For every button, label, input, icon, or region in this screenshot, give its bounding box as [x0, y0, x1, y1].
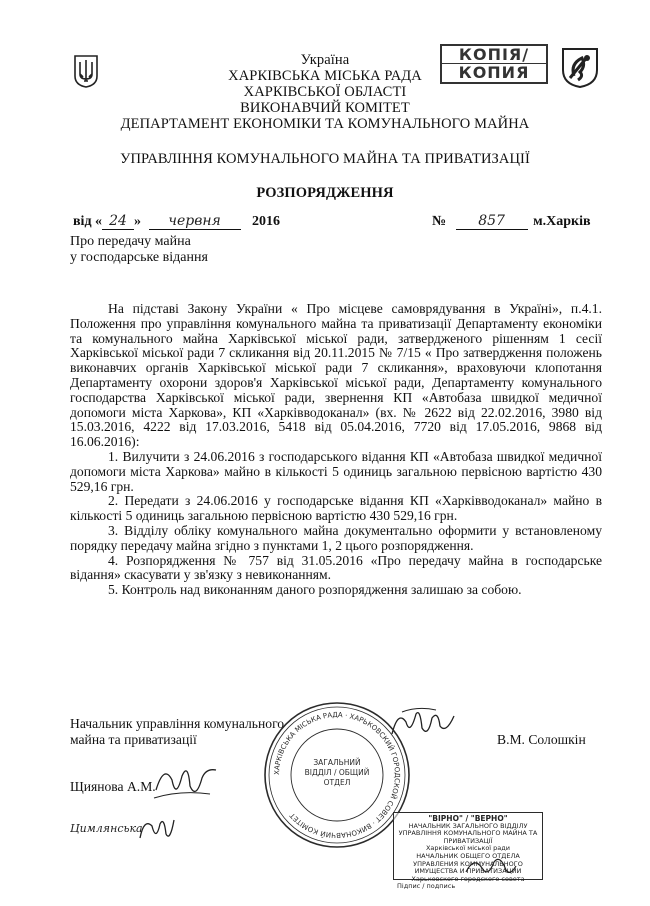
directorate-name: УПРАВЛІННЯ КОМУНАЛЬНОГО МАЙНА ТА ПРИВАТИЗАЦІЇ [120, 151, 530, 167]
prepared-signature-icon [150, 760, 220, 806]
council-name: ХАРКІВСЬКА МІСЬКА РАДА [228, 68, 422, 84]
signatory-title: Начальник управління комунального майна та приватизації [70, 716, 285, 747]
number-line: № 857 м.Харків [432, 213, 591, 229]
executor-signature-icon [136, 812, 176, 846]
paragraph-3: 3. Відділу обліку комунального майна документально оформити у встановленому порядку передачу майна згідно з пунктами 1, 2 цього розпорядження. [70, 522, 602, 553]
paragraph-1: 1. Вилучити з 24.06.2016 з господарського відання КП «Автобаза швидкої медичної допомоги міста Харкова» майно в кількості 5 одиниць загальною первісною вартістю 430 529,16 грн. [70, 448, 602, 494]
signatory-name: В.М. Солошкін [497, 732, 586, 747]
round-stamp-inner-text: ЗАГАЛЬНИЙ ВІДДІЛ / ОБЩИЙ ОТДЕЛ [304, 758, 370, 787]
round-stamp [262, 700, 412, 850]
paragraph-preamble: На підставі Закону України « Про місцеве самоврядування в Україні», п.4.1. Положення про управління комунального майна та приватизації Департаменту економіки та комунального майна Харківської міської ради, затвердженого рішенням 1 сесії Харківської міської ради 7 скликання від 20.11.2015 № 7/15 « Про затвердження положень виконавчих органів Харківської міської ради 7 скликання», враховуючи клопотання Департаменту охорони здоров'я Харківської міської ради, Департаменту комунального господарства Харківської міської ради, звернення КП «Автобаза швидкої медичної допомоги міста Харкова», КП «Харківводоканал» (вх. № 2622 від 22.02.2016, 3980 від 15.03.2016, 4222 від 17.03.2016, 5418 від 05.04.2016, 7720 від 17.05.2016, 9868 від 16.06.2016): [70, 301, 602, 450]
paragraph-5: 5. Контроль над виконанням даного розпорядження залишаю за собою. [108, 582, 522, 598]
committee-name: ВИКОНАВЧИЙ КОМІТЕТ [240, 100, 410, 116]
region-name: ХАРКІВСЬКОЇ ОБЛАСТІ [243, 84, 407, 100]
true-copy-stamp: "ВІРНО" / "ВЕРНО" НАЧАЛЬНИК ЗАГАЛЬНОГО ВІДДІЛУ УПРАВЛІННЯ КОМУНАЛЬНОГО МАЙНА ТА ПРИВАТИЗАЦІЇ Харківської міської ради НАЧАЛЬНИК ОБЩЕГО ОТДЕЛА УПРАВЛЕНИЯ КОММУНАЛЬНОГО ИМУЩЕСТВА И ПРИВАТИЗАЦИИ Харьковского городского совета Підпис / подпись [393, 812, 543, 880]
department-name: ДЕПАРТАМЕНТ ЕКОНОМІКИ ТА КОМУНАЛЬНОГО МАЙНА [120, 116, 530, 132]
date-day: 24 [102, 213, 134, 230]
country-name: Україна [300, 52, 350, 68]
date-line: від « 24 » червня 2016 [73, 213, 281, 229]
document-type: РОЗПОРЯДЖЕННЯ [256, 185, 394, 201]
round-stamp-ring-text: ХАРКІВСЬКА МІСЬКА РАДА · ХАРЬКОВСКИЙ ГОРОДСКОЙ СОВЕТ · ВИКОНАВЧИЙ КОМІТЕТ [272, 710, 402, 840]
paragraph-2: 2. Передати з 24.06.2016 у господарське відання КП «Харківводоканал» майно в кількості 5 одиниць загальною первісною вартістю 430 529,16 грн. [70, 493, 602, 524]
true-copy-signature-icon [462, 852, 518, 880]
date-year: 2016 [252, 214, 281, 229]
date-month: червня [149, 213, 241, 230]
handwritten-name: Цимлянська [70, 822, 143, 835]
city-name: м.Харків [533, 214, 591, 229]
paragraph-4: 4. Розпорядження № 757 від 31.05.2016 «Про передачу майна в господарське відання» скасувати у зв'язку з невиконанням. [70, 552, 602, 583]
subject: Про передачу майна у господарське відання [70, 234, 208, 265]
prepared-by: Щиянова А.М. [70, 779, 156, 794]
document-body [70, 302, 602, 598]
copy-stamp: КОПІЯ/ КОПИЯ [440, 44, 548, 84]
document-number: 857 [456, 213, 528, 230]
